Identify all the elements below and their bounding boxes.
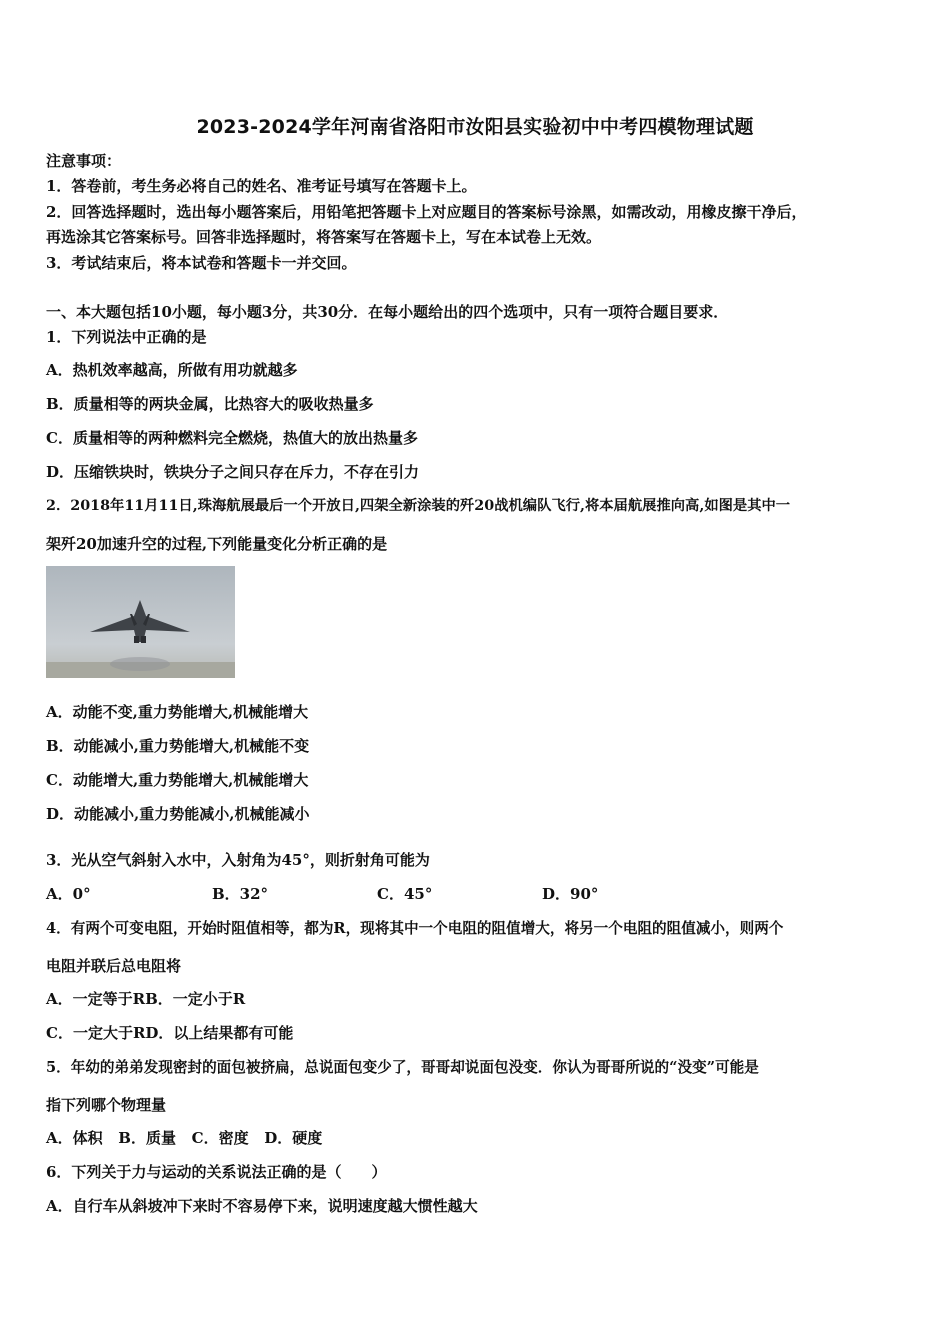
- question-1-option: C．质量相等的两种燃料完全燃烧，热值大的放出热量多: [46, 429, 418, 447]
- notice-item: 1．答卷前，考生务必将自己的姓名、准考证号填写在答题卡上。: [46, 177, 477, 195]
- question-4-stem: 电阻并联后总电阻将: [46, 957, 182, 975]
- question-2-option: A．动能不变,重力势能增大,机械能增大: [46, 703, 309, 721]
- question-2-option: B．动能减小,重力势能增大,机械能不变: [46, 737, 310, 755]
- question-1-option: D．压缩铁块时，铁块分子之间只存在斥力，不存在引力: [46, 463, 420, 481]
- section-heading: 一、本大题包括10小题，每小题3分，共30分．在每小题给出的四个选项中，只有一项符合题目要求．: [46, 303, 729, 321]
- question-3-option: C．45°: [377, 885, 433, 903]
- question-2-stem: 架歼20加速升空的过程,下列能量变化分析正确的是: [46, 535, 388, 553]
- question-6-stem: 6．下列关于力与运动的关系说法正确的是（ ）: [46, 1163, 387, 1181]
- question-5-stem: 5．年幼的弟弟发现密封的面包被挤扁，总说面包变少了，哥哥却说面包没变．你认为哥哥所说的“没变”可能是: [46, 1059, 759, 1076]
- fighter-jet-photo: [46, 566, 235, 678]
- page-title: 2023-2024学年河南省洛阳市汝阳县实验初中中考四模物理试题: [196, 116, 754, 138]
- question-2-option: D．动能减小,重力势能减小,机械能减小: [46, 805, 310, 823]
- question-1-option: B．质量相等的两块金属，比热容大的吸收热量多: [46, 395, 374, 413]
- question-2-option: C．动能增大,重力势能增大,机械能增大: [46, 771, 309, 789]
- question-4-stem: 4．有两个可变电阻，开始时阻值相等，都为R，现将其中一个电阻的阻值增大，将另一个电阻的阻值减小，则两个: [46, 920, 784, 937]
- question-6-option: A．自行车从斜坡冲下来时不容易停下来，说明速度越大惯性越大: [46, 1197, 478, 1215]
- notice-item: 2．回答选择题时，选出每小题答案后，用铅笔把答题卡上对应题目的答案标号涂黑，如需改动，用橡皮擦干净后，: [46, 203, 807, 221]
- question-2-stem: 2．2018年11月11日,珠海航展最后一个开放日,四架全新涂装的歼20战机编队飞行,将本届航展推向高,如图是其中一: [46, 498, 791, 514]
- question-1-stem: 1．下列说法中正确的是: [46, 328, 207, 346]
- notice-heading: 注意事项：: [46, 152, 122, 170]
- question-5-stem: 指下列哪个物理量: [46, 1096, 167, 1114]
- question-1-option: A．热机效率越高，所做有用功就越多: [46, 361, 298, 379]
- question-4-options: A．一定等于RB．一定小于R: [46, 990, 246, 1008]
- question-4-options: C．一定大于RD．以上结果都有可能: [46, 1024, 294, 1042]
- question-3-stem: 3．光从空气斜射入水中，入射角为45°，则折射角可能为: [46, 851, 430, 869]
- notice-item: 再选涂其它答案标号。回答非选择题时，将答案写在答题卡上，写在本试卷上无效。: [46, 228, 602, 246]
- question-5-options: A．体积 B．质量 C．密度 D．硬度: [46, 1129, 323, 1147]
- question-3-option: B．32°: [212, 885, 269, 903]
- notice-item: 3．考试结束后，将本试卷和答题卡一并交回。: [46, 254, 357, 272]
- question-3-option: A．0°: [46, 885, 91, 903]
- question-3-option: D．90°: [542, 885, 599, 903]
